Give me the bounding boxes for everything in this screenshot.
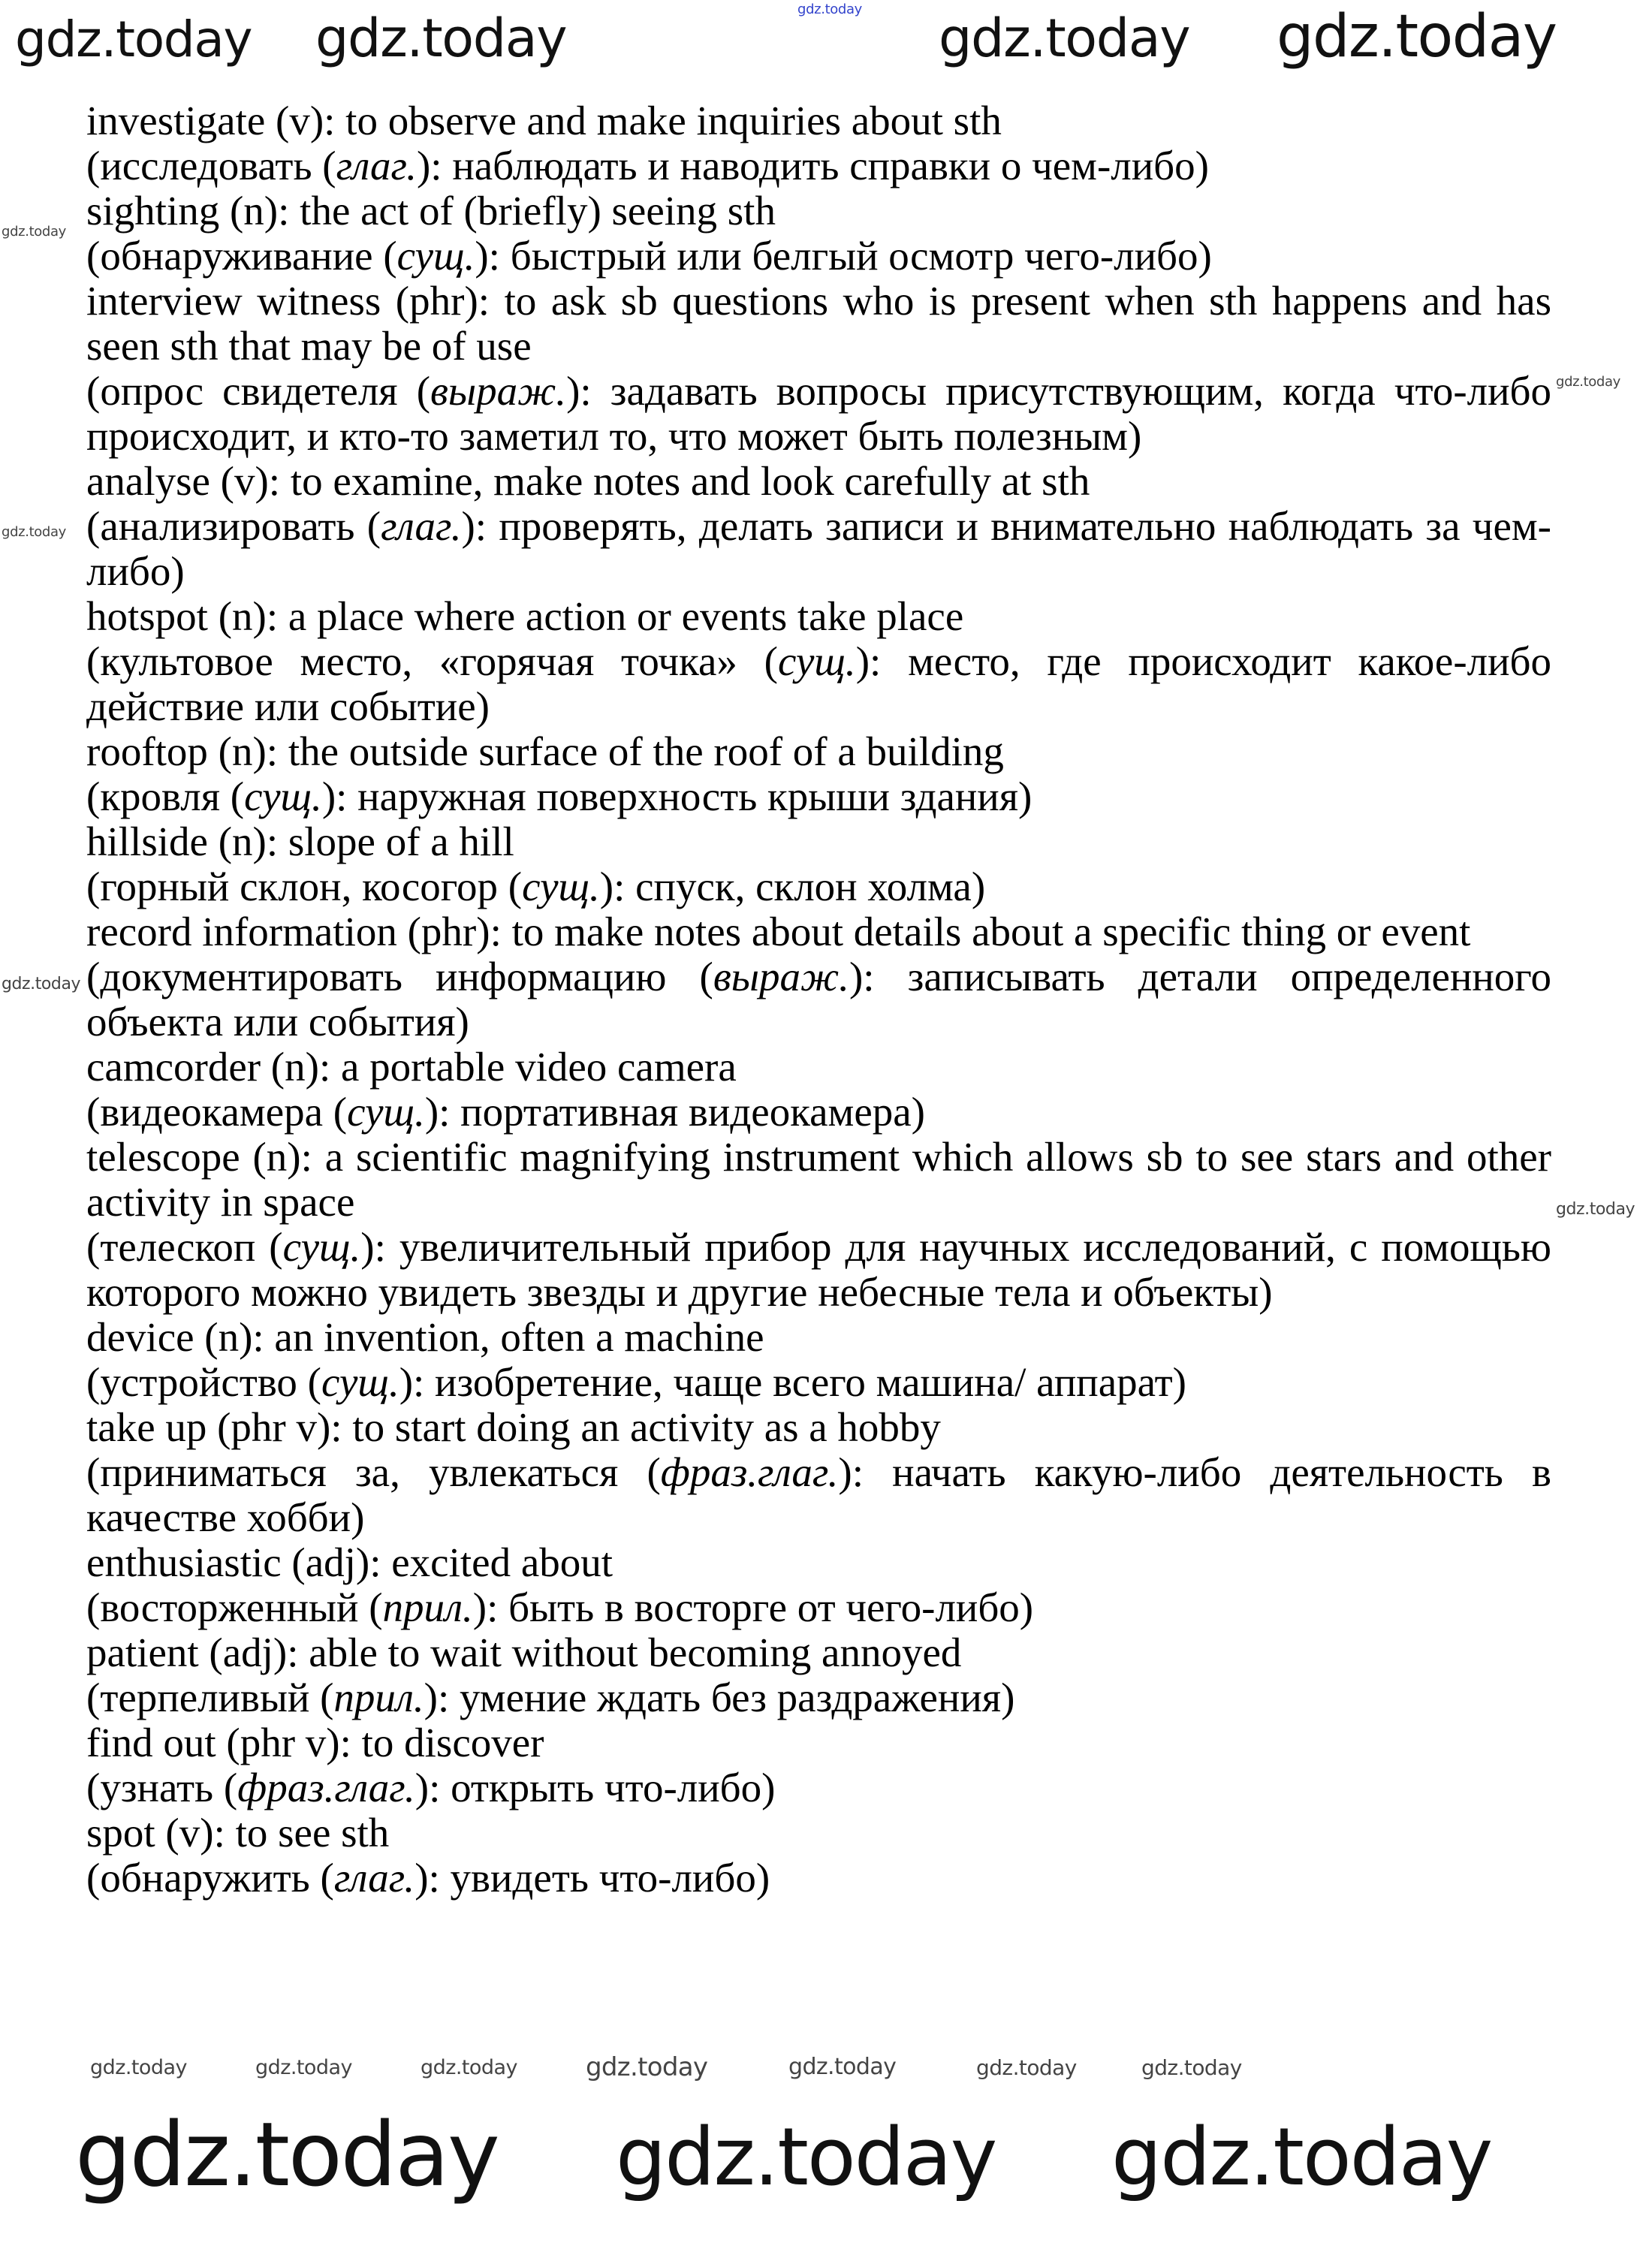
watermark: gdz.today — [2, 524, 66, 540]
part-of-speech: фраз.глаг. — [237, 1765, 415, 1810]
watermark: gdz.today — [75, 2103, 499, 2206]
entry-english-definition: device (n): an invention, often a machine — [86, 1314, 764, 1360]
translation-definition: ): увеличительный прибор для научных исследований, с помощью которого можно увидеть звезды и другие небесные тела и объекты) — [86, 1224, 1551, 1315]
watermark: gdz.today — [2, 224, 66, 240]
entry-english-definition: patient (adj): able to wait without becoming annoyed — [86, 1629, 962, 1675]
translation-term: (исследовать ( — [86, 143, 336, 188]
translation-definition: ): увидеть что-либо) — [415, 1855, 770, 1901]
watermark: gdz.today — [2, 975, 81, 993]
translation-definition: ): портативная видеокамера) — [424, 1089, 925, 1135]
translation-term: (узнать ( — [86, 1765, 238, 1810]
entry-english-definition: telescope (n): a scientific magnifying instrument which allows sb to see stars and other activity in space — [86, 1134, 1551, 1225]
translation-definition: ): наружная поверхность крыши здания) — [321, 773, 1032, 819]
watermark: gdz.today — [255, 2056, 352, 2079]
watermark: gdz.today — [616, 2111, 996, 2203]
watermark: gdz.today — [586, 2052, 708, 2082]
translation-definition: ): место, где происходит какое-либо действие или событие) — [86, 638, 1551, 729]
entry-russian-translation — [86, 864, 1551, 909]
entry-english-definition: find out (phr v): to discover — [86, 1720, 544, 1765]
entry-english-definition: sighting (n): the act of (briefly) seeing sth — [86, 188, 776, 234]
part-of-speech: сущ. — [347, 1089, 425, 1135]
entry-english-definition: interview witness (phr): to ask sb questions who is present when sth happens and has seen sth that may be of use — [86, 278, 1551, 369]
part-of-speech: сущ. — [777, 638, 856, 684]
translation-definition: ): проверять, делать записи и внимательно наблюдать за чем-либо) — [86, 503, 1551, 594]
entry-russian-translation — [86, 234, 1551, 279]
part-of-speech: сущ. — [244, 773, 322, 819]
watermark: gdz.today — [90, 2056, 187, 2079]
entry-russian-translation — [86, 1585, 1551, 1630]
watermark: gdz.today — [421, 2056, 517, 2079]
translation-definition: ): записывать детали определенного объекта или события) — [86, 954, 1551, 1045]
entry-english-definition: take up (phr v): to start doing an activity as a hobby — [86, 1404, 941, 1450]
watermark: gdz.today — [788, 2054, 897, 2080]
translation-term: (устройство ( — [86, 1359, 321, 1405]
part-of-speech: выраж. — [713, 954, 849, 999]
entry-english-definition: camcorder (n): a portable video camera — [86, 1044, 737, 1090]
translation-definition: ): изобретение, чаще всего машина/ аппарат) — [399, 1359, 1186, 1405]
entry-russian-translation — [86, 1090, 1551, 1135]
entry-english-definition: rooftop (n): the outside surface of the roof of a building — [86, 728, 1004, 774]
entry-russian-translation — [86, 954, 1551, 1045]
entry-russian-translation — [86, 1856, 1551, 1901]
translation-definition: ): быть в восторге от чего-либо) — [472, 1584, 1034, 1630]
translation-term: (обнаруживание ( — [86, 233, 397, 279]
part-of-speech: прил. — [333, 1675, 424, 1720]
translation-definition: ): спуск, склон холма) — [599, 864, 986, 909]
entry-english-definition: spot (v): to see sth — [86, 1810, 390, 1856]
translation-term: (опрос свидетеля ( — [86, 368, 431, 414]
part-of-speech: глаг. — [333, 1855, 415, 1901]
watermark: gdz.today — [939, 8, 1190, 69]
entry-english-definition: record information (phr): to make notes about details about a specific thing or event — [86, 909, 1471, 954]
watermark: gdz.today — [1111, 2111, 1492, 2203]
entry-russian-translation — [86, 1675, 1551, 1720]
watermark: gdz.today — [797, 2, 862, 17]
entry-russian-translation — [86, 639, 1551, 729]
translation-term: (кровля ( — [86, 773, 245, 819]
entry-russian-translation — [86, 369, 1551, 459]
entry-english-definition: hillside (n): slope of a hill — [86, 819, 514, 864]
translation-term: (терпеливый ( — [86, 1675, 334, 1720]
part-of-speech: глаг. — [336, 143, 417, 188]
entry-english-definition: hotspot (n): a place where action or events take place — [86, 593, 964, 639]
translation-definition: ): наблюдать и наводить справки о чем-либо) — [416, 143, 1209, 188]
entry-russian-translation — [86, 774, 1551, 819]
watermark: gdz.today — [15, 11, 252, 68]
translation-term: (анализировать ( — [86, 503, 381, 549]
translation-term: (культовое место, «горячая точка» ( — [86, 638, 778, 684]
watermark: gdz.today — [1277, 3, 1557, 71]
translation-term: (видеокамера ( — [86, 1089, 348, 1135]
entry-russian-translation — [86, 1225, 1551, 1315]
translation-definition: ): открыть что-либо) — [415, 1765, 776, 1810]
part-of-speech: глаг. — [381, 503, 462, 549]
entry-english-definition: enthusiastic (adj): excited about — [86, 1539, 613, 1585]
vocabulary-list — [86, 98, 1551, 1901]
part-of-speech: фраз.глаг. — [660, 1449, 839, 1495]
watermark: gdz.today — [1556, 374, 1620, 390]
translation-term: (восторженный ( — [86, 1584, 383, 1630]
part-of-speech: сущ. — [321, 1359, 399, 1405]
watermark: gdz.today — [1141, 2055, 1242, 2080]
part-of-speech: выраж. — [430, 368, 567, 414]
entry-russian-translation — [86, 1765, 1551, 1810]
part-of-speech: прил. — [382, 1584, 473, 1630]
translation-term: (документировать информацию ( — [86, 954, 713, 999]
part-of-speech: сущ. — [282, 1224, 361, 1270]
translation-term: (горный склон, косогор ( — [86, 864, 523, 909]
watermark: gdz.today — [976, 2055, 1077, 2080]
translation-term: (приниматься за, увлекаться ( — [86, 1449, 661, 1495]
part-of-speech: сущ. — [522, 864, 600, 909]
translation-term: (телескоп ( — [86, 1224, 283, 1270]
watermark: gdz.today — [315, 8, 567, 69]
entry-english-definition: analyse (v): to examine, make notes and look carefully at sth — [86, 458, 1090, 504]
entry-english-definition: investigate (v): to observe and make inquiries about sth — [86, 98, 1002, 143]
translation-definition: ): быстрый или белгый осмотр чего-либо) — [475, 233, 1212, 279]
entry-russian-translation — [86, 143, 1551, 188]
translation-definition: ): умение ждать без раздражения) — [424, 1675, 1015, 1720]
watermark: gdz.today — [1556, 1200, 1635, 1219]
translation-term: (обнаружить ( — [86, 1855, 334, 1901]
entry-russian-translation — [86, 1360, 1551, 1405]
part-of-speech: сущ. — [396, 233, 475, 279]
translation-definition: ): начать какую-либо деятельность в качестве хобби) — [86, 1449, 1551, 1540]
entry-russian-translation — [86, 504, 1551, 594]
translation-definition: ): задавать вопросы присутствующим, когда что-либо происходит, и кто-то заметил то, что может быть полезным) — [86, 368, 1551, 459]
entry-russian-translation — [86, 1450, 1551, 1540]
